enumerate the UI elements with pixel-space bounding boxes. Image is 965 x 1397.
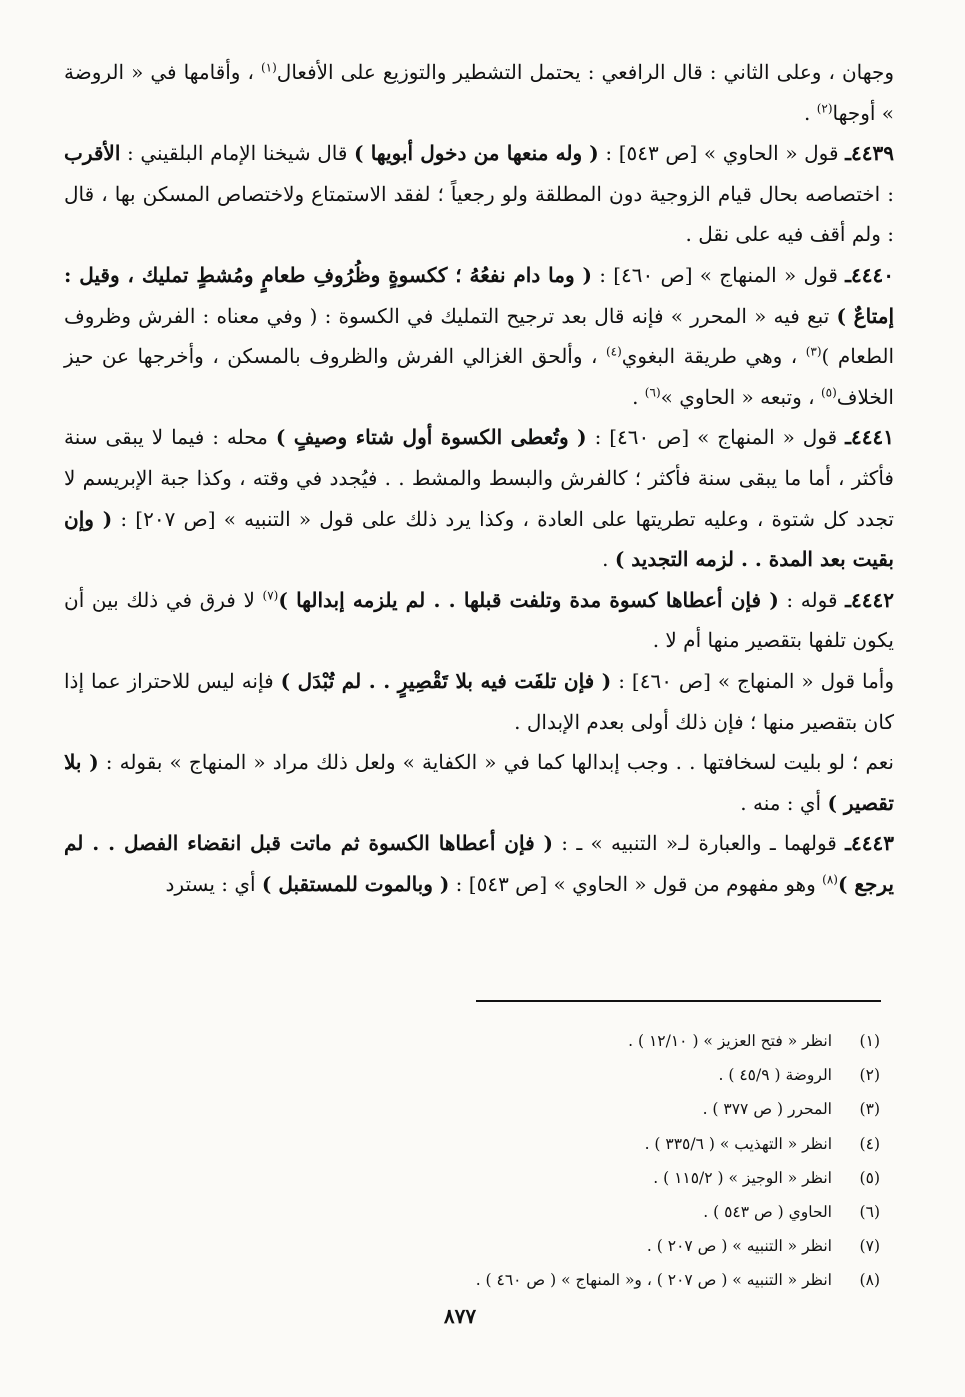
footnote-item bbox=[420, 1161, 880, 1195]
footnote-ref: (١) bbox=[260, 60, 277, 75]
text-run: ، وهي طريقة البغوي bbox=[621, 344, 806, 369]
bold-run: ٤٤٤٣ـ bbox=[845, 831, 894, 856]
text-run: وهو مفهوم من قول « الحاوي » [ص ٥٤٣] : bbox=[449, 871, 823, 896]
footnote-item bbox=[420, 1195, 880, 1229]
footnote-item bbox=[420, 1058, 880, 1092]
bold-run: ( وتُعطى الكسوة أول شتاء وصيفٍ ) bbox=[275, 425, 587, 450]
text-run: قولهما ـ والعبارة لـ« التنبيه » ـ : bbox=[553, 831, 846, 856]
paragraph-p1 bbox=[64, 52, 894, 133]
footnote-ref: (٣) bbox=[805, 344, 822, 359]
footnote-text: انظر « الوجيز » ( ١١٥/٢ ) . bbox=[653, 1168, 832, 1187]
paragraph-p5 bbox=[64, 580, 894, 661]
footnotes bbox=[420, 1024, 880, 1298]
footnote-item bbox=[420, 1092, 880, 1126]
text-run: نعم ؛ لو بليت لسخافتها . . وجب إبدالها كما في « الكفاية » ولعل ذلك مراد « المنهاج » بقوله : bbox=[98, 750, 894, 775]
footnote-text: الحاوي ( ص ٥٤٣ ) . bbox=[703, 1203, 832, 1222]
bold-run: الأقرب bbox=[64, 141, 121, 166]
bold-run: ( وإن بقيت بعد المدة . . لزمه التجديد ) bbox=[64, 506, 894, 572]
footnote-ref: (٦) bbox=[644, 385, 661, 400]
paragraph-p6 bbox=[64, 661, 894, 742]
bold-run: ( فإن أعطاها الكسوة ثم ماتت قبل انقضاء الفصل . . لم يرجع ) bbox=[64, 831, 894, 896]
text-run: لا فرق في ذلك بين أن يكون تلفها بتقصير منها أم لا . bbox=[64, 587, 894, 653]
text-run: ، وألحق الغزالي الفرش والظروف بالمسكن ، وأخرجها عن حيز الخلاف bbox=[64, 344, 894, 409]
bold-run: ( وما دام نفعُهُ ؛ ككسوةٍ وظُرُوفِ طعامٍ ومُشطٍ تمليك ، وقيل : إمتاعٌ ) bbox=[64, 262, 895, 328]
bold-run: ( فإن أعطاها كسوة مدة وتلفت قبلها . . لم يلزمه إبدالها ) bbox=[278, 587, 779, 612]
text-run: وأما قول « المنهاج » [ص ٤٦٠] : bbox=[611, 668, 895, 693]
text-run: أي : يسترد bbox=[165, 871, 262, 896]
text-run: تبع فيه « المحرر » فإنه قال بعد ترجيح التمليك في الكسوة : ( وفي معناه : الفرش وظروف الطعام ) bbox=[64, 303, 894, 369]
footnote-number: (٨) bbox=[859, 1271, 880, 1290]
footnote-item bbox=[420, 1263, 880, 1297]
footnote-item bbox=[420, 1024, 880, 1058]
text-run: قول « المنهاج » [ص ٤٦٠] : bbox=[586, 425, 846, 450]
footnote-text: الروضة ( ٤٥/٩ ) . bbox=[718, 1066, 832, 1085]
text-run: . bbox=[602, 547, 615, 572]
paragraph-p4 bbox=[64, 417, 894, 579]
text-run: قوله : bbox=[778, 587, 846, 612]
text-run: وجهان ، وعلى الثاني : قال الرافعي : يحتمل التشطير والتوزيع على الأفعال bbox=[276, 60, 894, 84]
footnote-number: (٦) bbox=[859, 1203, 880, 1222]
text-run: فإنه ليس للاحتراز عما إذا كان بتقصير منها ؛ فإن ذلك أولى بعدم الإبدال . bbox=[64, 668, 894, 734]
text-run: . bbox=[632, 384, 645, 409]
footnote-ref: (٥) bbox=[820, 385, 837, 400]
footnote-ref: (٢) bbox=[816, 100, 833, 115]
bold-run: ٤٤٣٩ـ bbox=[845, 141, 894, 166]
text-run: ، وتبعه « الحاوي » bbox=[660, 384, 821, 409]
bold-run: ٤٤٤٢ـ bbox=[845, 587, 894, 612]
bold-run: ( وبالموت للمستقبل ) bbox=[261, 871, 450, 896]
footnote-text: انظر « التنبيه » ( ص ٢٠٧ ) ، و« المنهاج » ( ص ٤٦٠ ) . bbox=[475, 1271, 832, 1290]
footnote-item bbox=[420, 1229, 880, 1263]
text-run: محله : فيما لا يبقى سنة فأكثر ، أما ما يبقى سنة فأكثر ؛ كالفرش والبسط والمشط . . فيُجدد في وقته ، وكذا جبة الإبريسم لا تجدد كل شتوة ، وعليه تطريتها على العادة ، وكذا يرد ذلك على قول « التنبيه » [ص ٢٠٧] : bbox=[64, 425, 895, 531]
footnote-number: (٧) bbox=[859, 1237, 880, 1256]
bold-run: ٤٤٤١ـ bbox=[845, 425, 894, 450]
bold-run: ( بلا تقصير ) bbox=[64, 750, 894, 815]
footnote-separator bbox=[476, 1000, 881, 1002]
text-run: قول « المنهاج » [ص ٤٦٠] : bbox=[591, 262, 846, 287]
footnote-ref: (٤) bbox=[605, 344, 622, 359]
footnote-item bbox=[420, 1127, 880, 1161]
paragraph-p3 bbox=[64, 255, 894, 417]
footnote-text: انظر « التنبيه » ( ص ٢٠٧ ) . bbox=[646, 1237, 832, 1256]
footnote-ref: (٨) bbox=[822, 872, 838, 887]
footnote-text: المحرر ( ص ٣٧٧ ) . bbox=[702, 1100, 832, 1119]
main-text bbox=[64, 52, 894, 904]
text-run: قال شيخنا الإمام البلقيني : bbox=[120, 141, 355, 166]
footnote-number: (٣) bbox=[859, 1100, 880, 1119]
footnote-number: (٢) bbox=[859, 1066, 880, 1085]
text-run: : اختصاصه بحال قيام الزوجية دون المطلقة ولو رجعياً ؛ لفقد الاستمتاع ولاختصاص المسكن بها ، قال : ولم أقف فيه على نقل . bbox=[64, 181, 894, 247]
footnote-number: (٤) bbox=[859, 1134, 880, 1153]
text-run: ، وأقامها في « الروضة » أوجها bbox=[64, 60, 894, 125]
text-run: . bbox=[803, 100, 817, 125]
footnote-text: انظر « التهذيب » ( ٣٣٥/٦ ) . bbox=[644, 1134, 832, 1153]
footnote-number: (١) bbox=[859, 1032, 880, 1050]
page-number: ٨٧٧ bbox=[443, 1304, 477, 1328]
bold-run: ( فإن تلفَت فيه بلا تَقْصِيرٍ . . لم تُبْدَل ) bbox=[280, 668, 612, 693]
paragraph-p8 bbox=[64, 823, 894, 904]
paragraph-p2 bbox=[64, 133, 894, 255]
bold-run: ٤٤٤٠ـ bbox=[845, 262, 894, 287]
footnote-number: (٥) bbox=[859, 1168, 880, 1187]
footnote-ref: (٧) bbox=[262, 588, 279, 603]
text-run: أي : منه . bbox=[740, 790, 828, 815]
bold-run: ( وله منعها من دخول أبويها ) bbox=[354, 141, 599, 166]
text-run: قول « الحاوي » [ص ٥٤٣] : bbox=[598, 141, 846, 166]
paragraph-p7 bbox=[64, 742, 894, 823]
footnote-text: انظر « فتح العزيز » ( ١٢/١٠ ) . bbox=[628, 1032, 832, 1050]
